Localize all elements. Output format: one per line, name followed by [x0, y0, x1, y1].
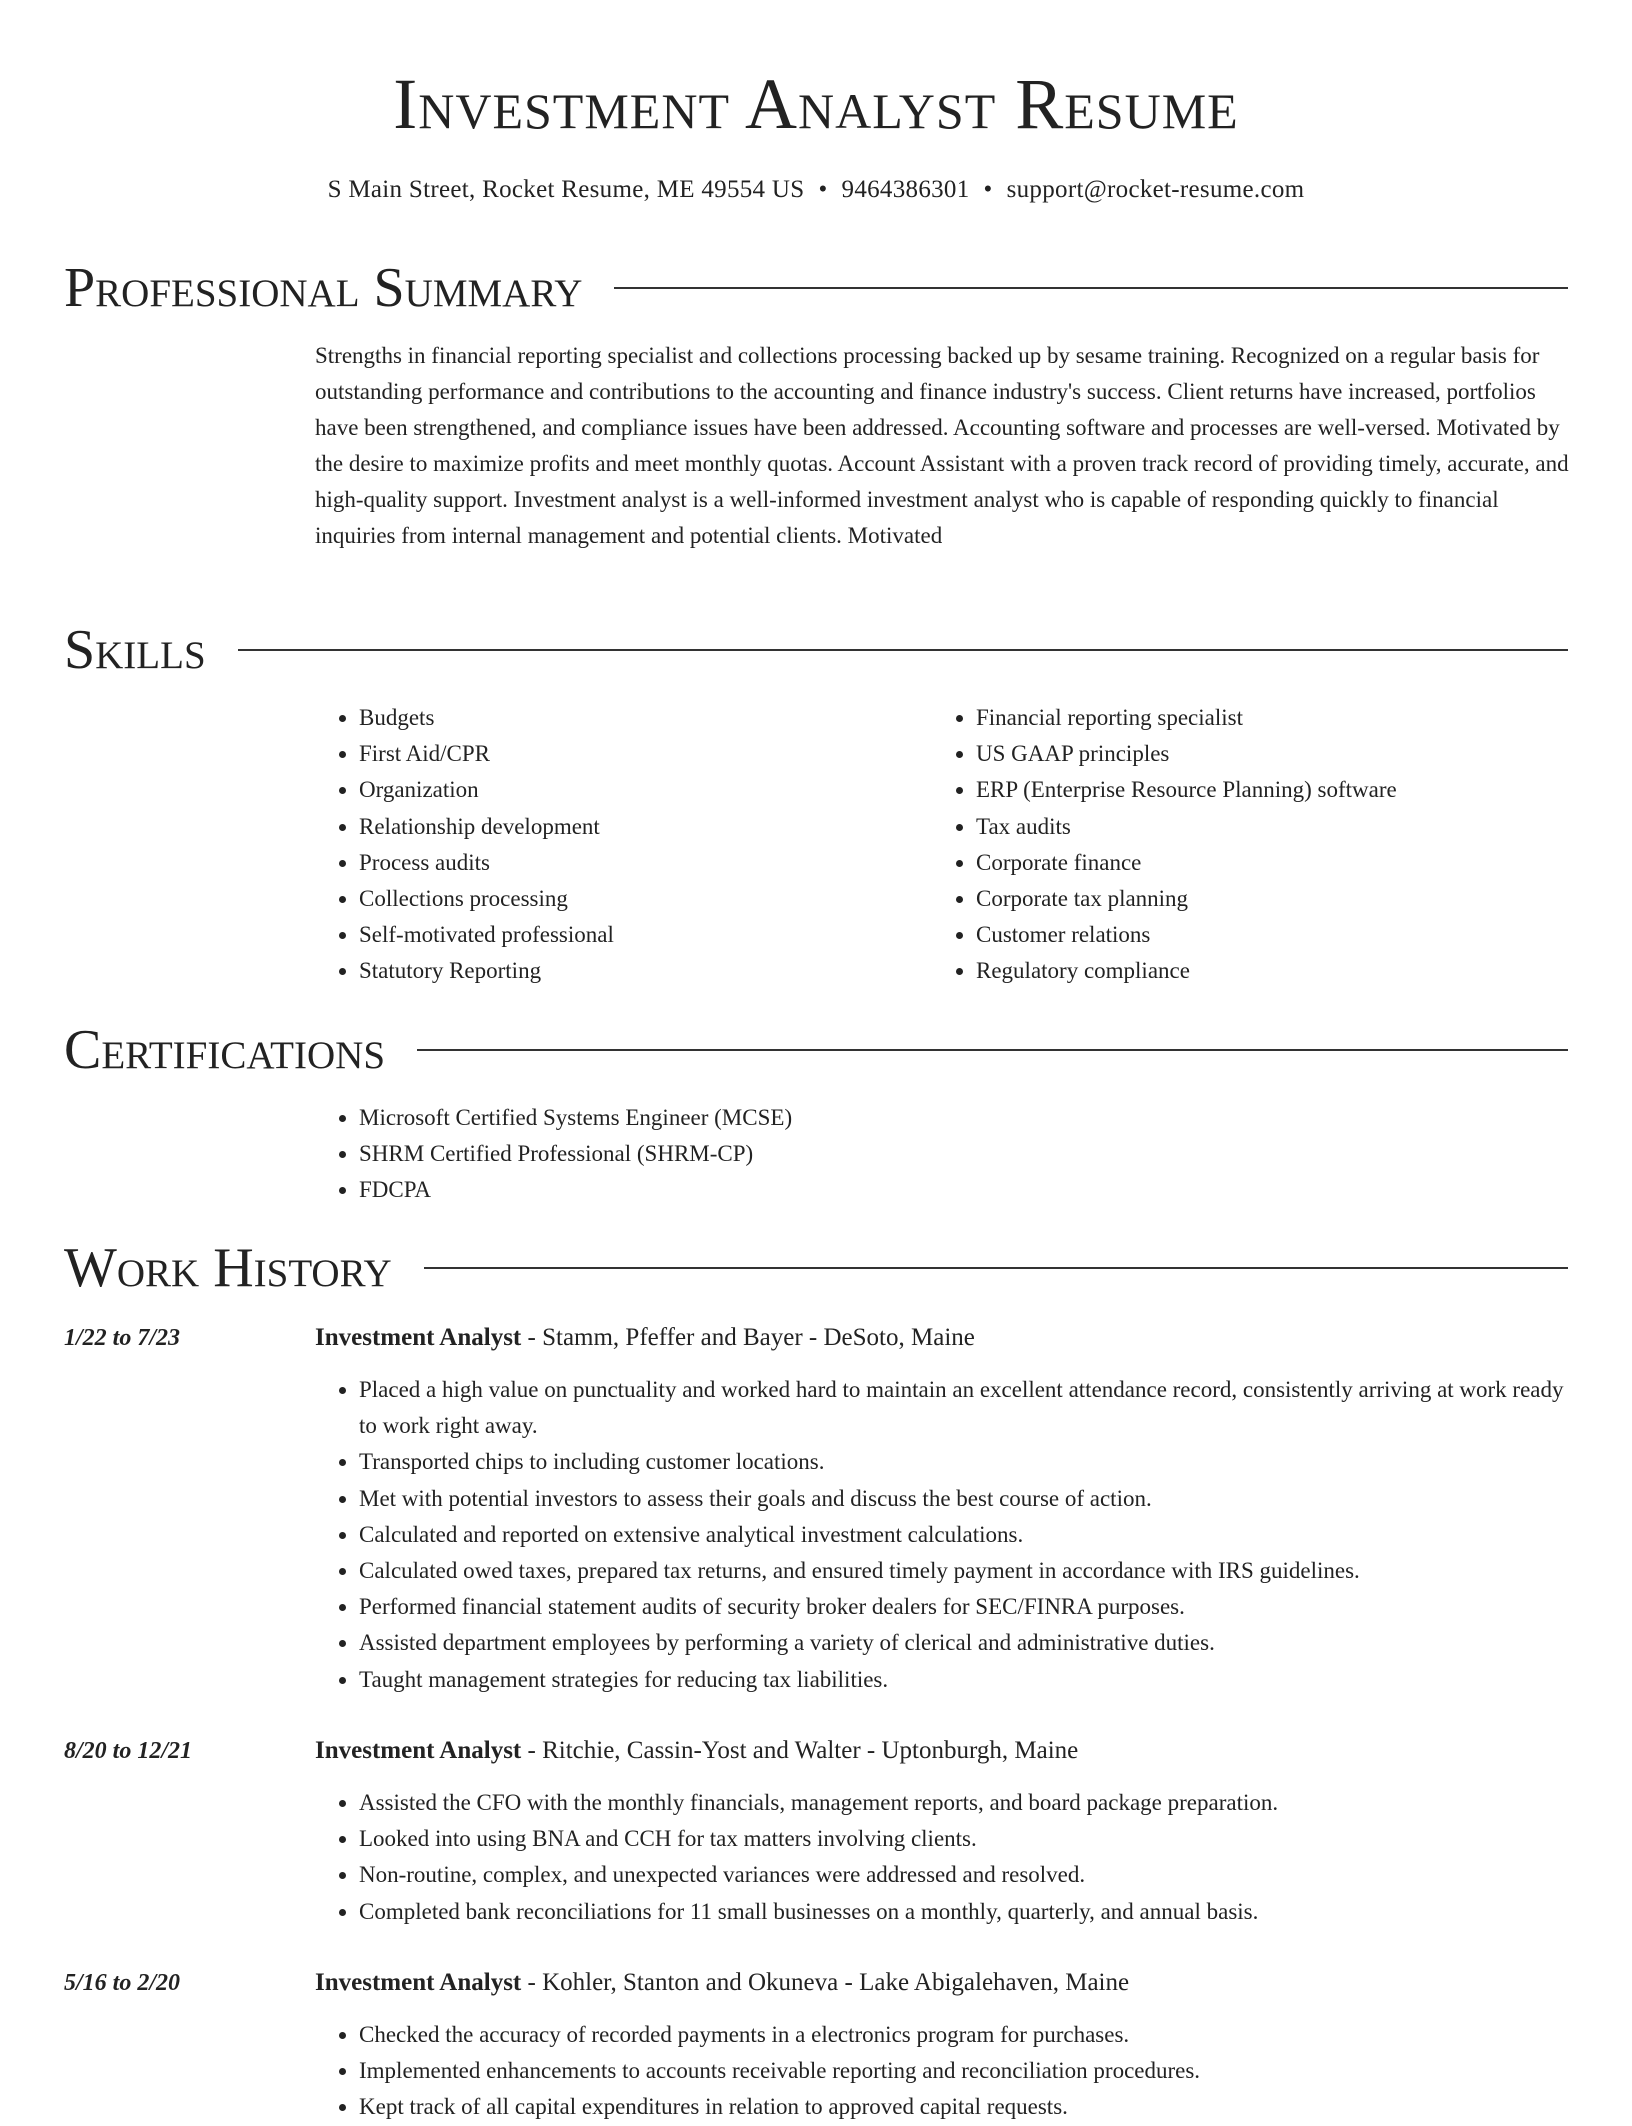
skill-item: • Process audits	[359, 845, 915, 881]
duty-item: • Non-routine, complex, and unexpected variances were addressed and resolved.	[359, 1857, 1570, 1893]
summary-text: Strengths in financial reporting specialist and collections processing backed up by sesame training. Recognized on a regular basis for outstanding performance and contributions to the accounting and finance industry's success. Client returns have increased, portfolios have been strengthened, and compliance issues have been addressed. Accounting software and processes are well-versed. Motivated by the desire to maximize profits and meet monthly quotas. Account Assistant with a proven track record of providing timely, accurate, and high-quality support. Investment analyst is a well-informed investment analyst who is capable of responding quickly to financial inquiries from internal management and potential clients. Motivated	[315, 343, 1569, 548]
job-duties-wrap	[315, 2017, 1570, 2126]
work-section-header	[64, 1238, 1568, 1298]
certification-item: • SHRM Certified Professional (SHRM-CP)	[359, 1136, 1565, 1172]
job-duties-wrap	[315, 1785, 1570, 1930]
job-company: - Stamm, Pfeffer and Bayer - DeSoto, Maine	[521, 1324, 975, 1351]
duty-item: • Met with potential investors to assess their goals and discuss the best course of action.	[359, 1481, 1570, 1517]
skill-item: • Relationship development	[359, 809, 915, 845]
certifications-list	[315, 1100, 1565, 1209]
skill-item: • US GAAP principles	[976, 736, 1572, 772]
skill-item: • Corporate tax planning	[976, 881, 1572, 917]
duty-item: • Placed a high value on punctuality and worked hard to maintain an excellent attendance record, consistently arriving at work ready to work right away.	[359, 1372, 1570, 1444]
skills-right-column	[932, 700, 1572, 990]
skill-item: • Corporate finance	[976, 845, 1572, 881]
contact-separator: •	[818, 176, 828, 203]
duty-item: • Transported chips to including customer locations.	[359, 1444, 1570, 1480]
certifications-section-header	[64, 1020, 1568, 1080]
job-role: Investment Analyst	[315, 1969, 522, 1996]
skill-item: • Financial reporting specialist	[976, 700, 1572, 736]
contact-line	[0, 174, 1632, 206]
duty-item: • Looked into using BNA and CCH for tax matters involving clients.	[359, 1821, 1570, 1857]
job-duties	[315, 1372, 1570, 1698]
job-dates: 5/16 to 2/20	[64, 1970, 181, 1996]
skill-item: • ERP (Enterprise Resource Planning) software	[976, 772, 1572, 808]
job-dates: 1/22 to 7/23	[64, 1325, 181, 1351]
section-divider	[614, 287, 1568, 289]
summary-section-title: Professional Summary	[64, 257, 583, 319]
skills-left-column	[315, 700, 915, 990]
section-divider	[424, 1267, 1568, 1269]
certifications-section-title: Certifications	[64, 1019, 386, 1081]
section-divider	[417, 1049, 1568, 1051]
skill-item: • Tax audits	[976, 809, 1572, 845]
contact-separator: •	[983, 176, 993, 203]
job-role: Investment Analyst	[315, 1324, 522, 1351]
resume-title: Investment Analyst Resume	[393, 64, 1239, 144]
skill-item: • Customer relations	[976, 917, 1572, 953]
job-company: - Kohler, Stanton and Okuneva - Lake Abigalehaven, Maine	[521, 1969, 1130, 1996]
skills-list-right	[932, 700, 1572, 990]
duty-item: • Assisted the CFO with the monthly financials, management reports, and board package preparation.	[359, 1785, 1570, 1821]
job-heading	[315, 1320, 975, 1356]
job-role: Investment Analyst	[315, 1737, 522, 1764]
duty-item: • Kept track of all capital expenditures in relation to approved capital requests.	[359, 2089, 1570, 2125]
certifications-list-wrap	[315, 1100, 1565, 1209]
summary-section-header	[64, 258, 1568, 318]
contact-address: S Main Street, Rocket Resume, ME 49554 US	[327, 176, 805, 203]
skill-item: • Regulatory compliance	[976, 953, 1572, 989]
duty-item: • Performed financial statement audits of security broker dealers for SEC/FINRA purposes.	[359, 1589, 1570, 1625]
contact-email: support@rocket-resume.com	[1006, 176, 1305, 203]
work-section-title: Work History	[64, 1237, 392, 1299]
skill-item: • First Aid/CPR	[359, 736, 915, 772]
job-heading	[315, 1965, 1129, 2001]
skills-list-left	[315, 700, 915, 990]
duty-item: • Completed bank reconciliations for 11 small businesses on a monthly, quarterly, and annual basis.	[359, 1894, 1570, 1930]
job-heading	[315, 1733, 1078, 1769]
duty-item: • Calculated owed taxes, prepared tax returns, and ensured timely payment in accordance with IRS guidelines.	[359, 1553, 1570, 1589]
job-company: - Ritchie, Cassin-Yost and Walter - Uptonburgh, Maine	[521, 1737, 1079, 1764]
job-duties-wrap	[315, 1372, 1570, 1698]
certification-item: • Microsoft Certified Systems Engineer (MCSE)	[359, 1100, 1565, 1136]
contact-phone: 9464386301	[841, 176, 970, 203]
job-dates: 8/20 to 12/21	[64, 1738, 193, 1764]
duty-item: • Implemented enhancements to accounts receivable reporting and reconciliation procedures.	[359, 2053, 1570, 2089]
job-duties	[315, 2017, 1570, 2126]
duty-item: • Calculated and reported on extensive analytical investment calculations.	[359, 1517, 1570, 1553]
skills-section-title: Skills	[64, 619, 206, 681]
section-divider	[238, 649, 1568, 651]
duty-item: • Taught management strategies for reducing tax liabilities.	[359, 1662, 1570, 1698]
skill-item: • Collections processing	[359, 881, 915, 917]
skill-item: • Statutory Reporting	[359, 953, 915, 989]
skill-item: • Budgets	[359, 700, 915, 736]
skill-item: • Self-motivated professional	[359, 917, 915, 953]
skill-item: • Organization	[359, 772, 915, 808]
skills-section-header	[64, 620, 1568, 680]
duty-item: • Assisted department employees by performing a variety of clerical and administrative duties.	[359, 1625, 1570, 1661]
duty-item: • Checked the accuracy of recorded payments in a electronics program for purchases.	[359, 2017, 1570, 2053]
job-duties	[315, 1785, 1570, 1930]
certification-item: • FDCPA	[359, 1172, 1565, 1208]
